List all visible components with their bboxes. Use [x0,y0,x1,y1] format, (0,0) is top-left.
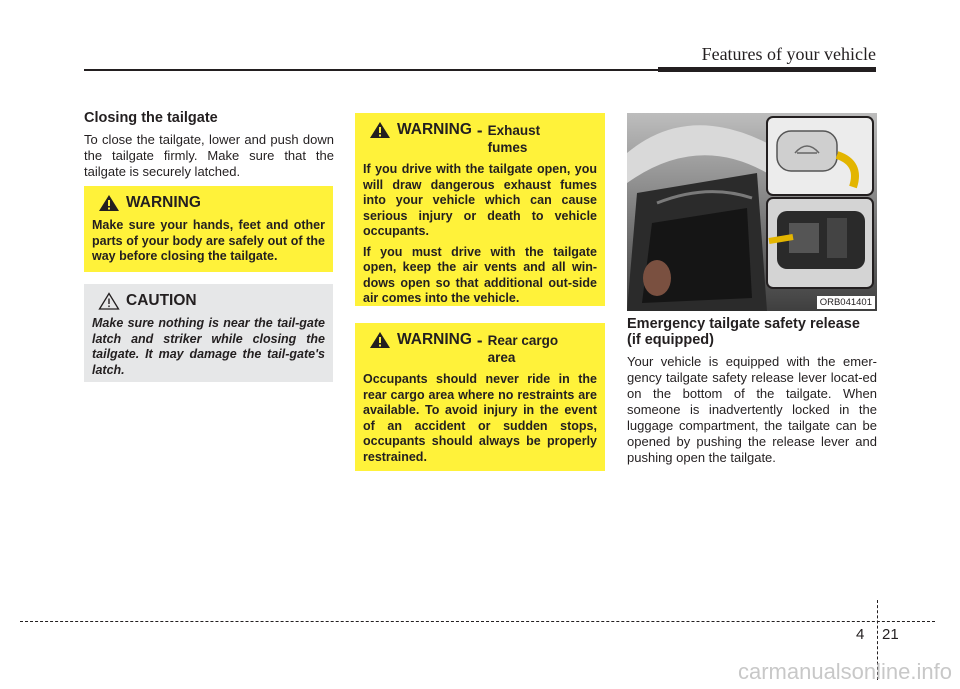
watermark: carmanualsonline.info [737,659,952,684]
section-heading: Closing the tailgate [84,110,218,126]
caution-body: Make sure nothing is near the tail-gate latch and striker while closing the tailgate. It may damage the tail-gate's latch. [92,316,325,377]
warning-dash: - [476,331,483,350]
section-body: To close the tailgate, lower and push down the tailgate firmly. Make sure that the tailgate is securely latched. [84,132,334,179]
page-header-title: Features of your vehicle [701,44,876,64]
warning-title [363,121,597,156]
closing-tailgate-section [84,110,334,180]
caution-triangle-icon [98,292,120,310]
section-heading: Emergency tailgate safety release (if equipped) [627,316,860,348]
warning-body [363,162,597,307]
warning-label: WARNING [397,121,472,138]
warning-label: WARNING [126,194,201,211]
caution-title [92,292,325,310]
warning-box-exhaust [355,113,605,306]
warning-triangle-icon [98,194,120,212]
warning-label: WARNING [397,331,472,348]
section-body: Your vehicle is equipped with the emer-gency tailgate safety release lever locat-ed on the bottom of the tailgate. When someone is inadvertently locked in the luggage compartment, the tailgate can be opened by pushing the release lever and pushing open the tailgate. [627,354,877,465]
warning-box-cargo [355,323,605,471]
warning-title [363,331,597,366]
header-rule-accent [658,67,876,72]
caution-box [84,284,333,382]
chapter-number: 4 [856,626,865,643]
tailgate-photo [627,113,877,311]
figure-caption: ORB041401 [817,296,875,309]
warning-body: Occupants should never ride in the rear cargo area where no restraints are available. To avoid injury in the event of an accident or sudden stops, occupants should always be properly restrained. [363,372,597,464]
tailgate-release-illustration [627,113,877,311]
emergency-release-section [627,316,877,466]
page-number: 21 [882,626,899,643]
warning-paragraph: If you must drive with the tailgate open, keep the air vents and all win-dows open so that additional out-side air comes into the vehicle. [363,244,597,305]
footer-rule [20,621,935,622]
warning-triangle-icon [369,121,391,139]
warning-title [92,194,325,212]
warning-dash: - [476,121,483,140]
warning-topic: Exhaust fumes [487,123,541,155]
warning-triangle-icon [369,331,391,349]
warning-box-hands [84,186,333,272]
warning-paragraph: If you drive with the tailgate open, you will draw dangerous exhaust fumes into your vehicle which can cause serious injury or death to vehicle occupants. [363,162,597,238]
caution-label: CAUTION [126,292,197,309]
warning-topic: Rear cargo area [487,333,559,365]
warning-body: Make sure your hands, feet and other parts of your body are safely out of the way before closing the tailgate. [92,218,325,263]
